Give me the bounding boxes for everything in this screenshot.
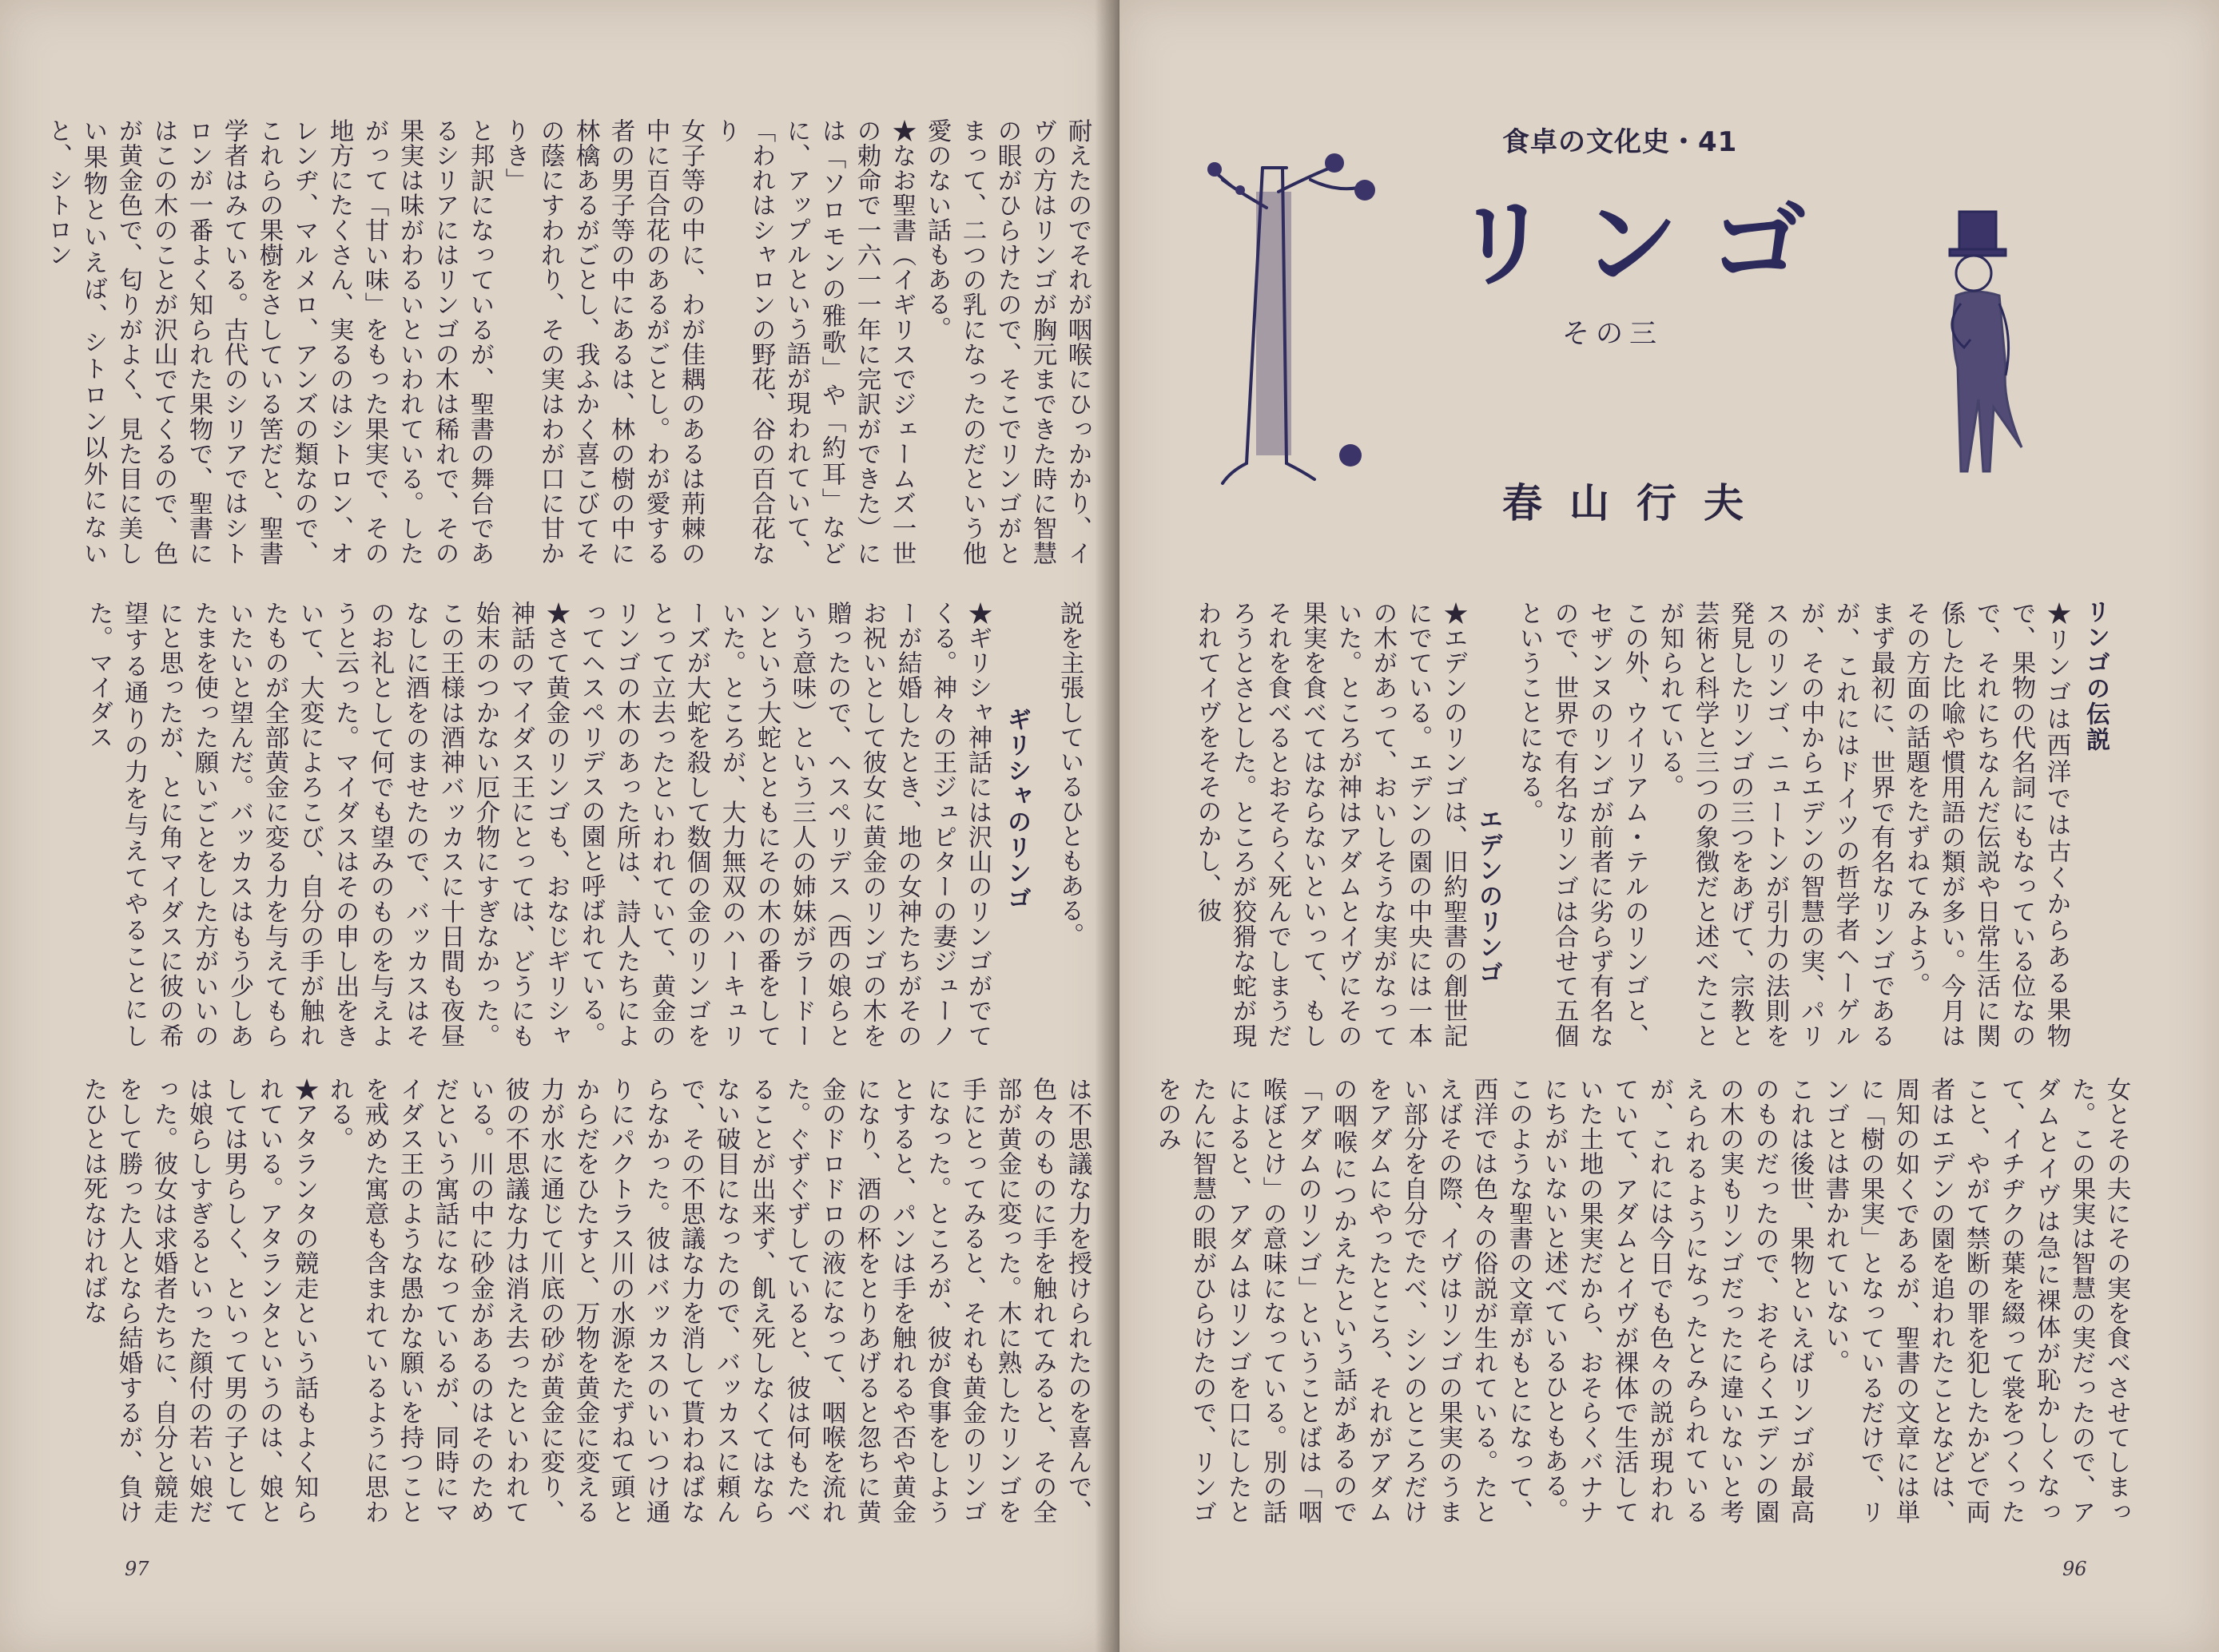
gentleman-illustration [1926, 208, 2054, 495]
page-number-right: 96 [2062, 1558, 2087, 1580]
series-title: 食卓の文化史・41 [1502, 126, 1738, 158]
heading-eden-apple: エデンのリンゴ [1474, 807, 1502, 986]
right-bottom-text: 女とその夫にその実を食べさせてしまった。この果実は智慧の実だったので、アダムとイヴは急に裸体が恥かしくなって、イチヂクの葉を綴って裳をつくったこと、やがて禁断の罪を犯したかどで両者はエデンの園を追われたことなどは、周知の如くであるが、聖書の文章には単に「樹の果実」となっているだけで、リンゴとは書かれていない。 これは後世、果物といえばリンゴが最高のものだったので、おそらくエデンの園の木の実もリンゴだったに違いないと考えられるようになったとみられているが、これには今日でも色々の説が現われていて、アダムとイヴが裸体で生活していた土地の果実だから、おそらくバナナにちがいないと述べているひともある。 このような聖書の文章がもとになって、西洋では色々の俗説が生れている。たとえばその際、イヴはリンゴの果実のうまい部分を自分でたべ、シンのところだけをアダムにやったところ、それがアダムの咽喉につかえたという話があるので「アダムのリンゴ」ということばは「咽喉ぼとけ」の意味になっている。別の話によると、アダムはリンゴを口にしたとたんに智慧の眼がひらけたので、リンゴをのみ [1153, 1077, 2130, 1524]
author-name: 春山行夫 [1502, 480, 1771, 526]
left-middle-text: ★ギリシャ神話には沢山のリンゴがでてくる。神々の王ジュピターの妻ジューノーが結婚したとき、地の女神たちがそのお祝いとして彼女に黄金のリンゴの木を贈ったので、ヘスペリデス（西の娘らという意味）という三人の姉妹がラードーンという大蛇とともにその木の番をしていた。ところが、大力無双のハーキュリーズが大蛇を殺して数個の金のリンゴをとって立去ったといわれていて、黄金のリンゴの木のあった所は、詩人たちによってヘスペリデスの園と呼ばれている。 ★さて黄金のリンゴも、おなじギリシャ神話のマイダス王にとっては、どうにも始末のつかない厄介物にすぎなかった。この王様は酒神バッカスに十日間も夜昼なしに酒をのませたので、バッカスはそのお礼として何でも望みのものを与えようと云った。マイダスはその申し出をきいて、大変によろこび、自分の手が触れたものが全部黄金に変る力を与えてもらいたいと望んだ。バッカスはもう少しあたまを使った願いごとをした方がいいのにと思ったが、とに角マイダスに彼の希望する通りの力を与えてやることにした。マイダス [85, 601, 992, 1048]
right-eden-text: ★エデンのリンゴは、旧約聖書の創世記にでている。エデンの園の中央には一本の木があって、おいしそうな実がなっていた。ところが神はアダムとイヴにその果実を食べてはならないといって、もしそれを食べるとおそらく死んでしまうだろうとさとした。ところが狡猾な蛇が現われてイヴをそそのかし、彼 [1193, 601, 1467, 1048]
article-title: リンゴ [1454, 189, 1838, 300]
heading-greek-apple: ギリシャのリンゴ [1003, 707, 1031, 911]
heading-apple-legend: リンゴの伝説 [2082, 599, 2110, 753]
right-legend-text: ★リンゴは西洋では古くからある果物で、果物の代名詞にもなっている位なので、それにちなんだ伝説や日常生活に関係した比喩や慣用語の類が多い。今月はその方面の話題をたずねてみよう。 まず最初に、世界で有名なリンゴであるが、これにはドイツの哲学者ヘーゲルが、その中からエデンの智慧の実、パリスのリンゴ、ニュートンが引力の法則を発見したリンゴの三つをあげて、宗教と芸術と科学と三つの象徴だと述べたことが知られている。 この外、ウイリアム・テルのリンゴと、セザンヌのリンゴが前者に劣らず有名なので、世界で有名なリンゴは合せて五個ということになる。 [1515, 601, 2070, 1048]
page-number-left: 97 [125, 1558, 149, 1580]
left-bottom-text: は不思議な力を授けられたのを喜んで、色々のものに手を触れてみると、その全部が黄金に変った。木に熟したリンゴを手にとってみると、それも黄金のリンゴになった。ところが、彼が食事をしようとすると、パンは手を触れるや否や黄金になり、酒の杯をとりあげると忽ちに黄金のドロドロの液になって、咽喉を流れた。ぐずぐずしていると、彼は何もたべることが出来ず、飢え死しなくてはならない破目になったので、バッカスに頼んで、その不思議な力を消して貰わねばならなかった。彼はバッカスのいいつけ通りにパクトラス川の水源をたずねて頭とからだをひたすと、万物を黄金に変える力が水に通じて川底の砂が黄金に変り、彼の不思議な力は消え去ったといわれている。川の中に砂金があるのはそのためだという寓話になっているが、同時にマイダス王のような愚かな願いを持つことを戒めた寓意も含まれているように思われる。 ★アタランタの競走という話もよく知られている。アタランタというのは、娘としては男らしく、といって男の子としては娘らしすぎるといった顔付の若い娘だった。彼女は求婚者たちに、自分と競走をして勝った人となら結婚するが、負けたひとは死なければな [79, 1077, 1092, 1524]
left-middle-lead: 説を主張しているひともある。 [1056, 601, 1084, 947]
article-subtitle: その三 [1562, 318, 1663, 350]
apple-tree-illustration [1199, 144, 1390, 495]
left-top-text: 耐えたのでそれが咽喉にひっかかり、イヴの方はリンゴが胸元まできた時に智慧の眼がひらけたので、そこでリンゴがとまって、二つの乳になったのだという他愛のない話もある。 ★なお聖書（イギリスでジェームズ一世の勅命で一六一一年に完訳ができた）には「ソロモンの雅歌」や「約耳」などに、アップルという語が現われていて、 「われはシャロンの野花、谷の百合花なり 女子等の中に、わが佳耦のあるは荊棘の中に百合花のあるがごとし。わが愛する者の男子等の中にあるは、林の樹の中に林檎あるがごとし、我ふかく喜こびてその蔭にすわれり、その実はわが口に甘かりき」 と邦訳になっているが、聖書の舞台であるシリアにはリンゴの木は稀れで、その果実は味がわるいといわれている。したがって「甘い味」をもった果実で、その地方にたくさん、実るのはシトロン、オレンヂ、マルメロ、アンズの類なので、これらの果樹をさしている筈だと、聖書学者はみている。古代のシリアではシトロンが一番よく知られた果物で、聖書にはこの木のことが沢山でてくるので、色が黄金色で、匂りがよく、見た目に美しい果物といえば、シトロン以外にないと、シトロン [44, 118, 1092, 566]
